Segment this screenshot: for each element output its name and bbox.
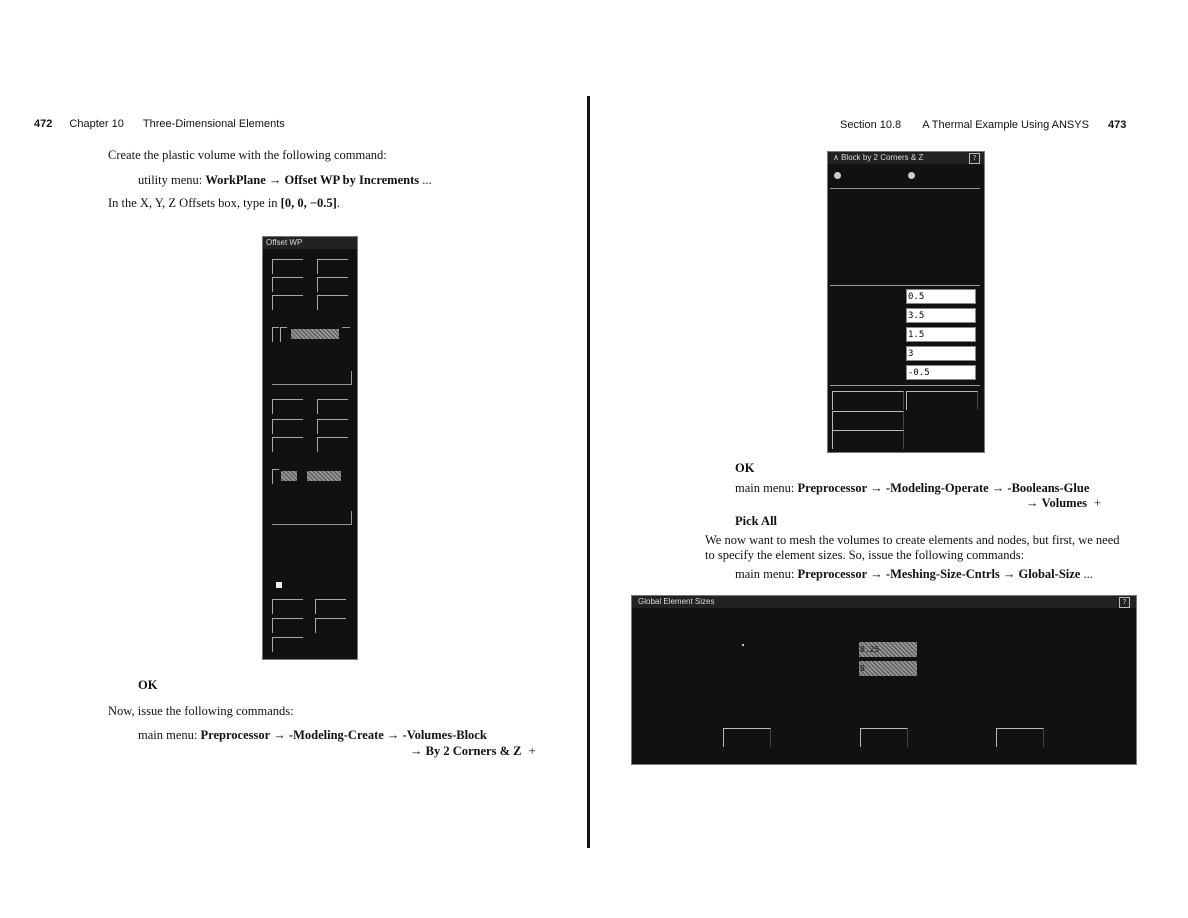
divisions-field[interactable]: 0 [859, 661, 917, 676]
text-field[interactable] [272, 419, 303, 434]
slider[interactable] [281, 471, 297, 481]
paragraph: Create the plastic volume with the following command: [108, 148, 387, 162]
bullet-mark [742, 644, 744, 646]
section-label: Section 10.8 [840, 119, 902, 131]
wp-y-field[interactable]: 3.5 [906, 308, 976, 323]
text-field[interactable] [317, 295, 348, 310]
button[interactable] [272, 469, 279, 484]
divider [351, 511, 352, 525]
text-field[interactable] [317, 437, 348, 452]
command-line-continued: → Volumes + [1026, 496, 1102, 510]
pick-all-step: Pick All [735, 514, 778, 528]
divider [342, 327, 350, 328]
page-number: 472 [34, 118, 53, 130]
command-line: main menu: Preprocessor → -Modeling-Create → -Volumes-Block [138, 728, 487, 742]
button[interactable] [315, 618, 346, 633]
divider [830, 188, 980, 189]
page-number: 473 [1107, 119, 1127, 131]
ok-step: OK [735, 461, 755, 475]
chapter-label: Chapter 10 [69, 118, 124, 130]
text-field[interactable] [317, 419, 348, 434]
apply-button[interactable] [906, 391, 978, 410]
slider[interactable] [291, 329, 339, 339]
global-element-sizes-dialog [631, 595, 1137, 765]
dialog-title: Block by 2 Corners & Z [841, 153, 924, 162]
right-page-header [840, 119, 1126, 131]
dialog-title: Offset WP [263, 237, 357, 249]
element-size-field[interactable]: 0.25 [859, 642, 917, 657]
text-field[interactable] [317, 399, 348, 414]
text-field[interactable] [272, 437, 303, 452]
command-line: main menu: Preprocessor → -Modeling-Operate → -Booleans-Glue [735, 481, 1090, 495]
text-field[interactable] [272, 259, 303, 274]
button[interactable] [272, 599, 303, 614]
divider [830, 285, 980, 286]
text-field[interactable] [272, 399, 303, 414]
text-field[interactable] [272, 277, 303, 292]
height-field[interactable]: 3 [906, 346, 976, 361]
help-icon[interactable]: ? [1119, 597, 1130, 608]
slider[interactable] [307, 471, 341, 481]
command-line: utility menu: WorkPlane → Offset WP by Increments ... [138, 173, 432, 187]
text-field[interactable] [317, 259, 348, 274]
text-field[interactable] [272, 295, 303, 310]
block-dialog [827, 151, 985, 453]
paragraph: Now, issue the following commands: [108, 704, 294, 718]
width-field[interactable]: 1.5 [906, 327, 976, 342]
ok-button[interactable] [723, 728, 771, 747]
wp-x-field[interactable]: 0.5 [906, 289, 976, 304]
reset-button[interactable] [832, 411, 904, 430]
checkbox[interactable] [276, 582, 282, 588]
offset-wp-dialog [262, 236, 358, 660]
divider [830, 385, 980, 386]
button[interactable] [272, 637, 303, 652]
help-icon[interactable]: ? [969, 153, 980, 164]
left-page-header [34, 118, 285, 130]
book-spine [587, 96, 590, 848]
button[interactable] [272, 618, 303, 633]
collapse-icon: ∧ [833, 153, 842, 162]
text-field[interactable] [317, 277, 348, 292]
chapter-title: Three-Dimensional Elements [142, 118, 285, 130]
radio-button[interactable] [834, 172, 841, 179]
cancel-button[interactable] [860, 728, 908, 747]
divider [272, 524, 352, 525]
divider [272, 384, 352, 385]
command-line-continued: → By 2 Corners & Z + [410, 744, 536, 758]
ok-button[interactable] [832, 391, 904, 410]
cancel-button[interactable] [832, 430, 904, 449]
paragraph: In the X, Y, Z Offsets box, type in [0, 0, −0.5]. [108, 196, 340, 210]
command-line: main menu: Preprocessor → -Meshing-Size-Cntrls → Global-Size ... [735, 567, 1093, 581]
help-button[interactable] [996, 728, 1044, 747]
button[interactable] [272, 327, 279, 342]
section-title: A Thermal Example Using ANSYS [922, 119, 1089, 131]
paragraph: to specify the element sizes. So, issue the following commands: [705, 548, 1025, 562]
depth-field[interactable]: -0.5 [906, 365, 976, 380]
radio-button[interactable] [908, 172, 915, 179]
paragraph: We now want to mesh the volumes to create elements and nodes, but first, we need [705, 533, 1120, 547]
button[interactable] [315, 599, 346, 614]
button[interactable] [280, 327, 287, 342]
dialog-title: Global Element Sizes [632, 596, 1136, 608]
ok-step: OK [138, 678, 158, 692]
divider [351, 371, 352, 385]
